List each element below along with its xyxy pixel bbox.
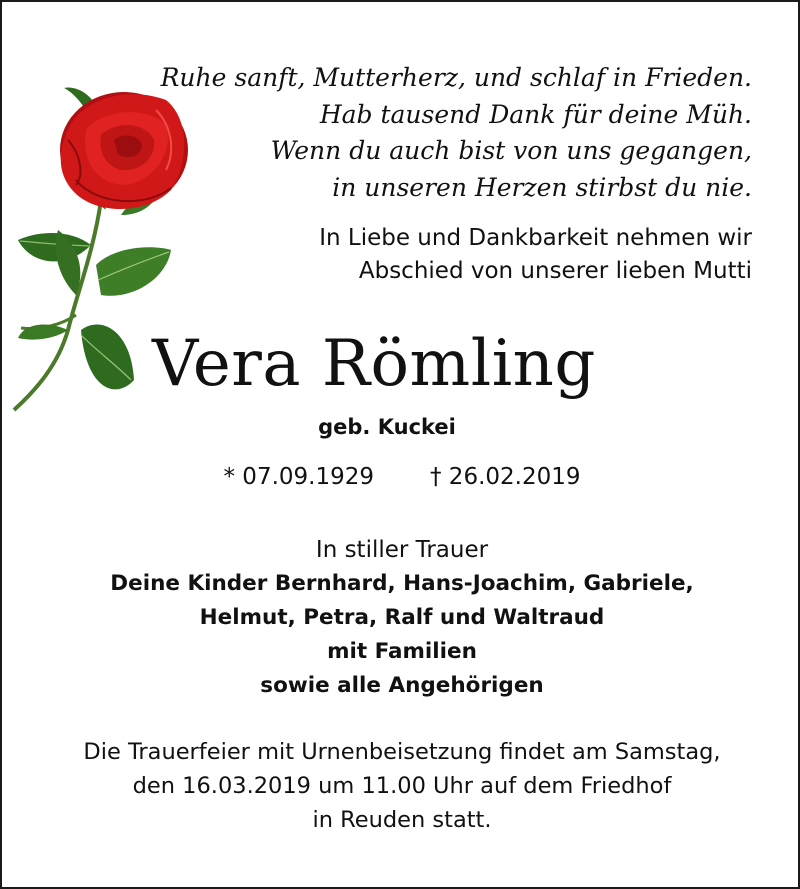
poem <box>112 60 752 206</box>
maiden-name: geb. Kuckei <box>318 415 456 439</box>
mourners-heading: In stiller Trauer <box>315 537 489 563</box>
deceased-name: Vera Römling <box>152 327 596 401</box>
intro-line: In Liebe und Dankbarkeit nehmen wir <box>319 225 752 251</box>
mourners-line: mit Familien <box>327 639 477 664</box>
birth-date: * 07.09.1929 <box>223 464 374 490</box>
intro-text <box>192 222 752 288</box>
mourners-line: sowie alle Angehörigen <box>260 673 544 698</box>
poem-line: in unseren Herzen stirbst du nie. <box>332 172 752 202</box>
mourners-block <box>2 533 800 703</box>
life-dates <box>2 460 800 494</box>
ceremony-line: in Reuden statt. <box>312 807 492 833</box>
poem-line: Wenn du auch bist von uns gegangen, <box>270 136 752 165</box>
mourners-line: Deine Kinder Bernhard, Hans-Joachim, Gabriele, <box>110 571 694 596</box>
intro-line: Abschied von unserer lieben Mutti <box>358 258 752 284</box>
poem-line: Ruhe sanft, Mutterherz, und schlaf in Frieden. <box>160 63 752 92</box>
ceremony-line: den 16.03.2019 um 11.00 Uhr auf dem Friedhof <box>132 773 672 799</box>
poem-line: Hab tausend Dank für deine Müh. <box>319 99 752 129</box>
ceremony-line: Die Trauerfeier mit Urnenbeisetzung findet am Samstag, <box>83 739 721 765</box>
mourners-line: Helmut, Petra, Ralf und Waltraud <box>199 605 605 630</box>
death-date: † 26.02.2019 <box>430 464 581 490</box>
ceremony-info <box>2 735 800 837</box>
